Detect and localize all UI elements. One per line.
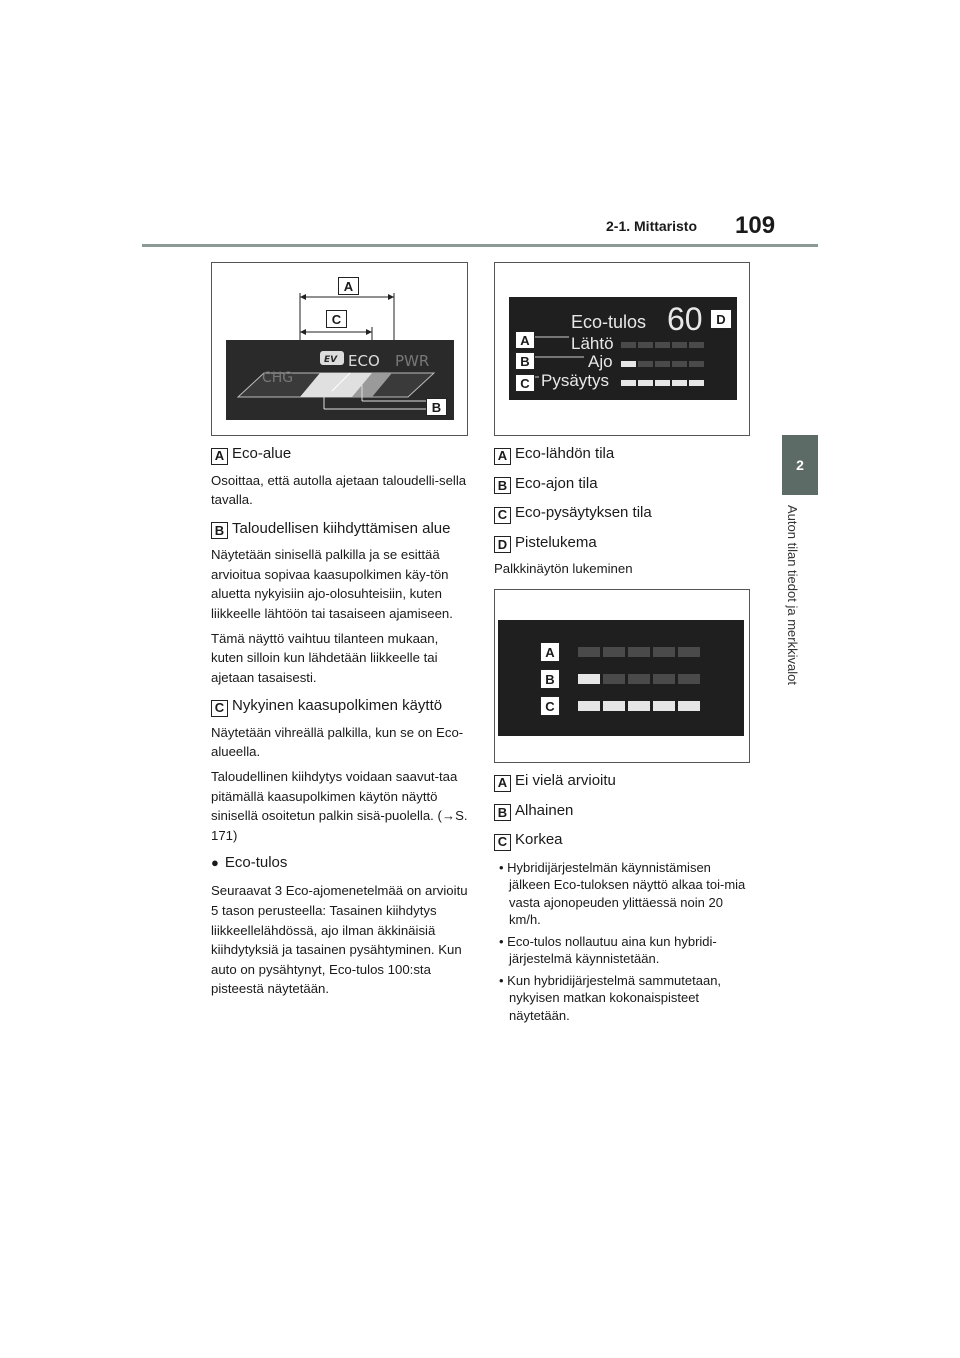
item-a-text: Osoittaa, että autolla ajetaan taloudelli-sella tavalla. — [211, 472, 467, 508]
bar-segment — [689, 380, 704, 386]
bar-segment — [672, 380, 687, 386]
bar-segment — [689, 361, 704, 367]
label-badge: A — [211, 448, 228, 465]
row-name-lahto: Lähtö — [571, 334, 614, 353]
eco-zone-figure — [211, 262, 468, 436]
bar-segment — [678, 674, 700, 684]
bar-segment — [653, 674, 675, 684]
eco-score-display — [509, 297, 737, 400]
item-b-heading: B Taloudellisen kiihdyttämisen alue — [211, 519, 469, 540]
chg-label: CHG — [262, 370, 294, 386]
bar-segment — [603, 674, 625, 684]
level-c: C Korkea — [494, 830, 752, 851]
label-badge: C — [494, 834, 511, 851]
item-b-text-2: Tämä näyttö vaihtuu tilanteen mukaan, kuten silloin kun lähdetään liikkeelle tai ajetaan tasaisesti. — [211, 630, 439, 685]
row-name-ajo: Ajo — [588, 352, 613, 371]
bullet-icon: ● — [211, 855, 219, 871]
bar-segment — [678, 647, 700, 657]
bar-segment — [655, 342, 670, 348]
bar-segment — [603, 647, 625, 657]
legend-d: D Pistelukema — [494, 533, 752, 554]
legend-a: A Eco-lähdön tila — [494, 444, 752, 465]
eco-label: ECO — [348, 352, 380, 370]
bar-segment — [628, 674, 650, 684]
right-column-bottom — [494, 771, 752, 1024]
label-badge: C — [494, 507, 511, 524]
bar-segment — [578, 647, 600, 657]
label-badge: B — [211, 522, 228, 539]
bar-segment — [678, 701, 700, 711]
bar-reading-subheading: Palkkinäytön lukeminen — [494, 561, 633, 576]
item-c-heading: C Nykyinen kaasupolkimen käyttö — [211, 696, 469, 717]
figure1-label-a: A — [338, 277, 359, 295]
header-rule — [142, 244, 818, 247]
ev-label: EV — [324, 355, 338, 365]
figure3-label-b: B — [540, 669, 560, 689]
bar-segment — [628, 647, 650, 657]
bar-segment — [672, 361, 687, 367]
figure3-label-c: C — [540, 696, 560, 716]
bar-segment — [603, 701, 625, 711]
label-badge: A — [494, 775, 511, 792]
label-badge: A — [494, 448, 511, 465]
bar-segment — [655, 361, 670, 367]
right-column-top — [494, 444, 752, 579]
bar-reading-display — [498, 620, 744, 736]
bar-segment — [628, 701, 650, 711]
bar-segment — [689, 342, 704, 348]
chapter-title: Auton tilan tiedot ja merkkivalot — [785, 505, 800, 685]
bar-segment — [638, 361, 653, 367]
chapter-tab: 2 — [782, 435, 818, 495]
page-number: 109 — [735, 212, 776, 239]
figure2-label-d: D — [710, 309, 732, 329]
label-badge: D — [494, 536, 511, 553]
figure1-label-c: C — [326, 310, 347, 328]
item-a-heading: A Eco-alue — [211, 444, 469, 465]
level-a: A Ei vielä arvioitu — [494, 771, 752, 792]
eco-score-title: Eco-tulos — [571, 312, 647, 332]
eco-tulos-heading: ● Eco-tulos — [211, 854, 288, 872]
bar-segment — [653, 701, 675, 711]
eco-score-figure — [494, 262, 750, 436]
pwr-label: PWR — [395, 352, 430, 370]
bar-segment — [655, 380, 670, 386]
item-c-text-1: Näytetään vihreällä palkilla, kun se on Eco-alueella. — [211, 724, 464, 760]
figure2-label-b: B — [515, 352, 535, 370]
label-badge: B — [494, 477, 511, 494]
bar-segment — [653, 647, 675, 657]
figure1-label-b: B — [426, 398, 447, 416]
note-2: • Eco-tulos nollautuu aina kun hybridi-järjestelmä käynnistetään. — [499, 933, 717, 966]
eco-score-value: 60 — [667, 301, 703, 337]
bar-segment — [621, 380, 636, 386]
bar-reading-figure — [494, 589, 750, 763]
item-c-text-2: Taloudellinen kiihdytys voidaan saavut-taa pitämällä kaasupolkimen käytön näyttö sinisellä osoitetun palkin sisä-puolella. (→S. 171) — [211, 769, 468, 843]
note-3: • Kun hybridijärjestelmä sammutetaan, nykyisen matkan kokonaispisteet näytetään. — [499, 972, 722, 1023]
bar-reading-bars — [498, 620, 744, 736]
bar-segment — [638, 380, 653, 386]
eco-score-bars — [509, 297, 737, 400]
level-b: B Alhainen — [494, 801, 752, 822]
label-badge: C — [211, 700, 228, 717]
legend-c: C Eco-pysäytyksen tila — [494, 503, 752, 524]
bar-segment — [621, 342, 636, 348]
item-b-text-1: Näytetään sinisellä palkilla ja se esittää arvioitua sopivaa kaasupolkimen käy-tön aluetta nykyisiin ajo-olosuhteisiin, kuten liikkeelle lähtöön tai tasaiseen ajamiseen. — [211, 547, 453, 621]
bar-segment — [638, 342, 653, 348]
figure2-label-a: A — [515, 331, 535, 349]
figure2-label-c: C — [515, 374, 535, 392]
eco-tulos-text: Seuraavat 3 Eco-ajomenetelmää on arvioitu 5 tason perusteella: Tasainen kiihdytys liikkeellelähdössä, ajo ilman äkkinäisiä kiihdytyksiä ja tasainen pysähtyminen. Kun auto on pysähtynyt, Eco-tulos 100:sta pisteestä näytetään. — [211, 883, 468, 997]
note-1: • Hybridijärjestelmän käynnistämisen jälkeen Eco-tuloksen näyttö alkaa toi-mia vasta ajonopeuden ylittäessä noin 20 km/h. — [499, 859, 746, 927]
section-title: 2-1. Mittaristo — [606, 218, 698, 234]
bar-segment — [578, 701, 600, 711]
bar-segment — [621, 361, 636, 367]
row-name-pysaytys: Pysäytys — [541, 371, 610, 390]
label-badge: B — [494, 804, 511, 821]
figure3-label-a: A — [540, 642, 560, 662]
legend-b: B Eco-ajon tila — [494, 474, 752, 495]
bar-segment — [672, 342, 687, 348]
bar-segment — [578, 674, 600, 684]
left-column — [211, 444, 469, 999]
